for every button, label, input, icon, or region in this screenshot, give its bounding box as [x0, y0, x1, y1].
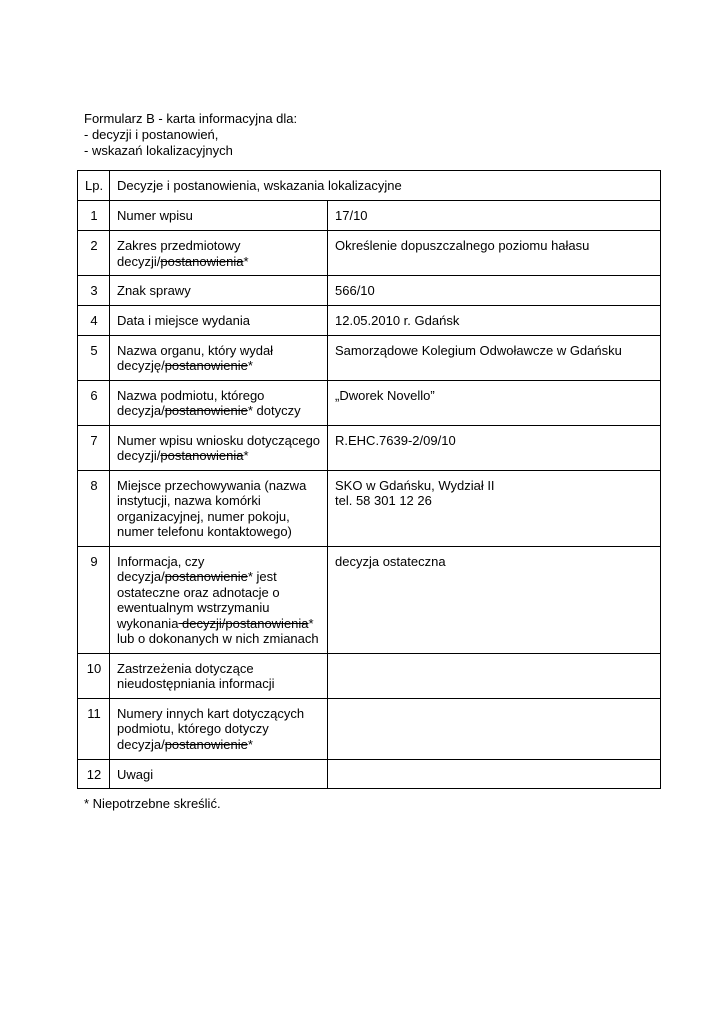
row-label: Znak sprawy — [110, 276, 328, 306]
table-row — [78, 653, 661, 698]
row-label: Numery innych kart dotyczących podmiotu, którego dotyczy decyzja/postanowienie* — [110, 698, 328, 759]
struck-text: postanowienia — [160, 253, 244, 269]
row-value: SKO w Gdańsku, Wydział II tel. 58 301 12 26 — [328, 470, 661, 546]
row-label: Numer wpisu wniosku dotyczącego decyzji/postanowienia* — [110, 425, 328, 470]
table-row — [78, 335, 661, 380]
struck-text: postanowienia — [225, 615, 309, 631]
table-header-row — [78, 171, 661, 201]
row-label: Miejsce przechowywania (nazwa instytucji, nazwa komórki organizacyjnej, numer pokoju, numer telefonu kontaktowego) — [110, 470, 328, 546]
row-value: R.EHC.7639-2/09/10 — [328, 425, 661, 470]
form-scope-line: - wskazań lokalizacyjnych — [84, 143, 233, 158]
row-label: Data i miejsce wydania — [110, 305, 328, 335]
table-row — [78, 470, 661, 546]
info-card-table — [77, 170, 661, 789]
row-number: 4 — [78, 305, 110, 335]
struck-text: decyzji/ — [178, 615, 226, 631]
row-value — [328, 698, 661, 759]
form-title: Formularz B - karta informacyjna dla: — [84, 111, 298, 126]
row-number: 7 — [78, 425, 110, 470]
header-title: Decyzje i postanowienia, wskazania lokalizacyjne — [110, 171, 661, 201]
struck-text: postanowienie — [164, 569, 248, 584]
row-label: Uwagi — [110, 759, 328, 789]
table-row — [78, 380, 661, 425]
row-value — [328, 653, 661, 698]
header-lp: Lp. — [78, 171, 110, 201]
row-label: Informacja, czy decyzja/postanowienie* jest ostateczne oraz adnotacje o ewentualnym wstrzymaniu wykonania decyzji/postanowienia* lub o dokonanych w nich zmianach — [110, 546, 328, 653]
footnote: * Niepotrzebne skreślić. — [84, 796, 221, 811]
table-row — [78, 759, 661, 789]
row-value — [328, 759, 661, 789]
row-number: 11 — [78, 698, 110, 759]
form-header — [84, 111, 297, 159]
row-value: Samorządowe Kolegium Odwoławcze w Gdańsku — [328, 335, 661, 380]
row-value: decyzja ostateczna — [328, 546, 661, 653]
struck-text: postanowienia — [160, 448, 244, 463]
table-row — [78, 276, 661, 306]
row-value: 17/10 — [328, 201, 661, 231]
form-scope-line: - decyzji i postanowień, — [84, 127, 219, 142]
row-label: Zastrzeżenia dotyczące nieudostępniania informacji — [110, 653, 328, 698]
row-label: Zakres przedmiotowy decyzji/postanowienia* — [110, 231, 328, 276]
row-value: Określenie dopuszczalnego poziomu hałasu — [328, 231, 661, 276]
row-number: 6 — [78, 380, 110, 425]
row-value: 12.05.2010 r. Gdańsk — [328, 305, 661, 335]
row-number: 1 — [78, 201, 110, 231]
row-number: 3 — [78, 276, 110, 306]
row-number: 12 — [78, 759, 110, 789]
row-number: 8 — [78, 470, 110, 546]
row-value: 566/10 — [328, 276, 661, 306]
row-label: Numer wpisu — [110, 201, 328, 231]
row-number: 10 — [78, 653, 110, 698]
row-number: 5 — [78, 335, 110, 380]
table-row — [78, 698, 661, 759]
row-label: Nazwa organu, który wydał decyzję/postanowienie* — [110, 335, 328, 380]
table-row — [78, 305, 661, 335]
table-row — [78, 201, 661, 231]
row-label: Nazwa podmiotu, którego decyzja/postanowienie* dotyczy — [110, 380, 328, 425]
struck-text: postanowienie — [164, 358, 248, 373]
table-row — [78, 546, 661, 653]
row-number: 2 — [78, 231, 110, 276]
struck-text: postanowienie — [164, 736, 248, 752]
table-row — [78, 231, 661, 276]
row-value: „Dworek Novello” — [328, 380, 661, 425]
struck-text: postanowienie — [164, 403, 248, 418]
row-number: 9 — [78, 546, 110, 653]
table-row — [78, 425, 661, 470]
